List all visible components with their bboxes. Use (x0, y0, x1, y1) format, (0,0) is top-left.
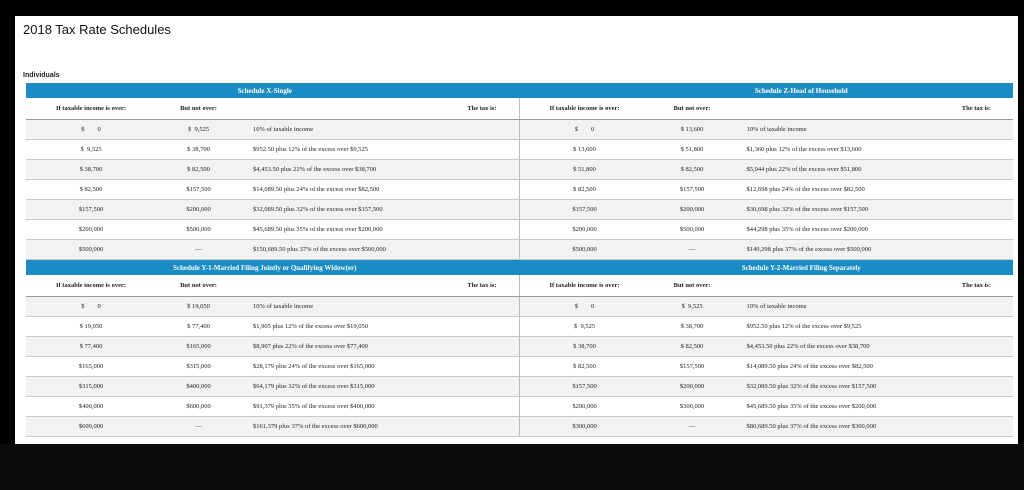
table-cell: $30,698 plus 32% of the excess over $157,500 (735, 200, 1014, 220)
table-cell: $ 13,600 (520, 140, 650, 160)
table-cell: $91,379 plus 35% of the excess over $400,000 (241, 397, 519, 417)
table-row (26, 417, 519, 437)
table-cell: $ 9,525 (156, 120, 241, 140)
table-cell: $ 0 (520, 120, 650, 140)
table-cell: $149,298 plus 37% of the excess over $500,000 (735, 240, 1014, 260)
table-cell: $80,689.50 plus 37% of the excess over $300,000 (735, 417, 1014, 437)
table-row (520, 357, 1014, 377)
table-cell: $165,000 (156, 337, 241, 357)
schedule-table (26, 275, 520, 437)
table-cell: $600,000 (26, 417, 156, 437)
table-cell: $ 0 (520, 297, 650, 317)
table-cell: $200,000 (650, 377, 735, 397)
table-row (26, 317, 519, 337)
table-cell: $1,905 plus 12% of the excess over $19,050 (241, 317, 519, 337)
table-row (26, 397, 519, 417)
table-cell: $315,000 (156, 357, 241, 377)
table-cell: $ 82,500 (650, 337, 735, 357)
table-cell: $200,000 (156, 200, 241, 220)
table-cell: $ 82,500 (520, 180, 650, 200)
table-cell: $ 82,500 (26, 180, 156, 200)
table-cell: $400,000 (26, 397, 156, 417)
schedule-title: Schedule Y-1-Married Filing Jointly or Qualifying Widow(er) (173, 263, 357, 272)
table-cell: $500,000 (520, 240, 650, 260)
document-frame (15, 16, 1018, 444)
schedule-table (520, 275, 1014, 437)
column-header: But not over: (156, 98, 241, 120)
table-cell: — (650, 417, 735, 437)
table-cell: $ 82,500 (156, 160, 241, 180)
table-row (520, 397, 1014, 417)
table-row (26, 377, 519, 397)
table-cell: $ 19,050 (156, 297, 241, 317)
table-cell: $28,179 plus 24% of the excess over $165,000 (241, 357, 519, 377)
table-cell: $400,000 (156, 377, 241, 397)
table-cell: $ 82,500 (520, 357, 650, 377)
table-row (520, 120, 1014, 140)
column-header: The tax is: (241, 275, 519, 297)
table-cell: $44,298 plus 35% of the excess over $200,000 (735, 220, 1014, 240)
table-cell: $64,179 plus 32% of the excess over $315,000 (241, 377, 519, 397)
table-cell: $1,360 plus 12% of the excess over $13,600 (735, 140, 1014, 160)
table-cell: 10% of taxable income (241, 297, 519, 317)
table-cell: $200,000 (520, 220, 650, 240)
table-row (26, 160, 519, 180)
table-cell: $500,000 (26, 240, 156, 260)
table-cell: $200,000 (650, 200, 735, 220)
section-label: Individuals (23, 72, 60, 79)
table-row (26, 240, 519, 260)
table-cell: $157,500 (156, 180, 241, 200)
table-cell: $952.50 plus 12% of the excess over $9,525 (735, 317, 1014, 337)
table-cell: $ 13,600 (650, 120, 735, 140)
table-cell: $14,089.50 plus 24% of the excess over $82,500 (241, 180, 519, 200)
table-row (520, 317, 1014, 337)
table-row (520, 377, 1014, 397)
table-cell: $ 38,700 (520, 337, 650, 357)
table-cell: $157,500 (520, 200, 650, 220)
column-header: If taxable income is over: (26, 275, 156, 297)
table-header-row (520, 98, 1014, 120)
table-cell: $14,089.50 plus 24% of the excess over $82,500 (735, 357, 1014, 377)
column-header: If taxable income is over: (520, 275, 650, 297)
table-cell: $45,689.50 plus 35% of the excess over $200,000 (735, 397, 1014, 417)
table-cell: $ 9,525 (520, 317, 650, 337)
table-cell: $ 9,525 (650, 297, 735, 317)
schedule-title: Schedule X-Single (237, 86, 292, 95)
table-row (26, 180, 519, 200)
table-header-row (520, 275, 1014, 297)
table-cell: $300,000 (650, 397, 735, 417)
table-row (26, 357, 519, 377)
table-cell: $ 51,800 (650, 140, 735, 160)
table-cell: $300,000 (520, 417, 650, 437)
column-header: If taxable income is over: (26, 98, 156, 120)
table-cell: $165,000 (26, 357, 156, 377)
tax-tables (26, 83, 1013, 437)
table-cell: $4,453.50 plus 22% of the excess over $38,700 (241, 160, 519, 180)
table-header-row (26, 98, 519, 120)
table-row (520, 140, 1014, 160)
schedule-pair-bottom (26, 275, 1013, 437)
table-cell: $157,500 (650, 180, 735, 200)
schedule-table (520, 98, 1014, 260)
table-cell: $ 38,700 (156, 140, 241, 160)
column-header: The tax is: (241, 98, 519, 120)
page-title: 2018 Tax Rate Schedules (23, 22, 171, 37)
column-header: The tax is: (735, 275, 1014, 297)
table-cell: $5,944 plus 22% of the excess over $51,800 (735, 160, 1014, 180)
table-row (520, 160, 1014, 180)
table-cell: $157,500 (520, 377, 650, 397)
table-row (520, 417, 1014, 437)
table-cell: 10% of taxable income (735, 297, 1014, 317)
table-cell: $4,453.50 plus 22% of the excess over $38,700 (735, 337, 1014, 357)
table-cell: $ 0 (26, 297, 156, 317)
table-cell: $32,089.50 plus 32% of the excess over $157,500 (241, 200, 519, 220)
table-cell: $8,907 plus 22% of the excess over $77,400 (241, 337, 519, 357)
table-cell: $ 38,700 (26, 160, 156, 180)
table-cell: $ 9,525 (26, 140, 156, 160)
column-header: But not over: (650, 98, 735, 120)
table-cell: $157,500 (26, 200, 156, 220)
table-row (520, 180, 1014, 200)
column-header: The tax is: (735, 98, 1014, 120)
table-row (26, 297, 519, 317)
table-cell: $ 77,400 (156, 317, 241, 337)
table-cell: $200,000 (26, 220, 156, 240)
table-cell: $315,000 (26, 377, 156, 397)
table-cell: $ 77,400 (26, 337, 156, 357)
schedule-band-top (26, 83, 1013, 98)
table-cell: $ 0 (26, 120, 156, 140)
bottom-bar (0, 444, 1024, 490)
schedule-table (26, 98, 520, 260)
table-cell: $ 38,700 (650, 317, 735, 337)
schedule-title: Schedule Y-2-Married Filing Separately (741, 263, 861, 272)
table-cell: $ 82,500 (650, 160, 735, 180)
table-cell: $161,379 plus 37% of the excess over $600,000 (241, 417, 519, 437)
table-row (26, 337, 519, 357)
table-row (520, 220, 1014, 240)
table-cell: $32,089.50 plus 32% of the excess over $157,500 (735, 377, 1014, 397)
table-row (520, 337, 1014, 357)
table-cell: 10% of taxable income (241, 120, 519, 140)
table-cell: $ 19,050 (26, 317, 156, 337)
table-cell: $952.50 plus 12% of the excess over $9,525 (241, 140, 519, 160)
table-cell: $500,000 (650, 220, 735, 240)
table-row (26, 200, 519, 220)
table-cell: — (156, 240, 241, 260)
table-cell: $157,500 (650, 357, 735, 377)
schedule-band-bottom (26, 260, 1013, 275)
table-header-row (26, 275, 519, 297)
table-cell: $12,698 plus 24% of the excess over $82,500 (735, 180, 1014, 200)
table-row (26, 140, 519, 160)
schedule-pair-top (26, 98, 1013, 260)
table-cell: $150,689.50 plus 37% of the excess over $500,000 (241, 240, 519, 260)
table-cell: $200,000 (520, 397, 650, 417)
table-cell: $45,689.50 plus 35% of the excess over $200,000 (241, 220, 519, 240)
table-cell: $500,000 (156, 220, 241, 240)
column-header: But not over: (650, 275, 735, 297)
column-header: But not over: (156, 275, 241, 297)
table-row (520, 240, 1014, 260)
table-cell: $600,000 (156, 397, 241, 417)
column-header: If taxable income is over: (520, 98, 650, 120)
table-cell: 10% of taxable income (735, 120, 1014, 140)
schedule-title: Schedule Z-Head of Household (754, 86, 848, 95)
table-row (26, 220, 519, 240)
table-cell: $ 51,800 (520, 160, 650, 180)
table-cell: — (650, 240, 735, 260)
table-cell: — (156, 417, 241, 437)
table-row (520, 297, 1014, 317)
table-row (26, 120, 519, 140)
table-row (520, 200, 1014, 220)
